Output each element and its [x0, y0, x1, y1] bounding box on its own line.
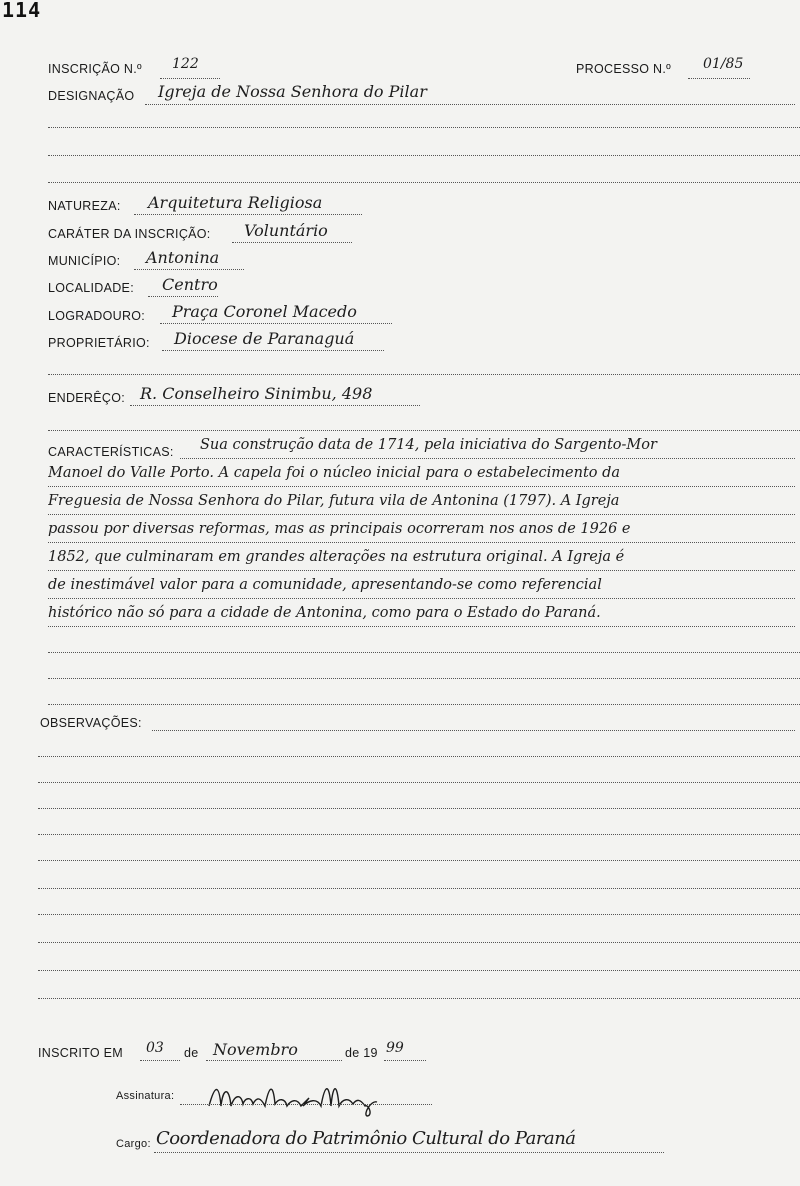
designacao-dotline	[145, 104, 795, 105]
inscrito-month: Novembro	[213, 1040, 298, 1059]
assinatura-label: Assinatura:	[116, 1090, 175, 1102]
inscrito-month-dotline	[206, 1060, 342, 1061]
inscrito-year-dotline	[384, 1060, 426, 1061]
carac-dotline-6	[48, 598, 795, 599]
carac-dotline-4	[48, 542, 795, 543]
obs-dotline-2	[38, 782, 800, 783]
obs-dotline-10	[38, 998, 800, 999]
separator-line-1	[48, 374, 800, 375]
carac-dotline-5	[48, 570, 795, 571]
logradouro-label: LOGRADOURO:	[48, 309, 146, 323]
inscricao-dotline	[160, 78, 220, 79]
inscrito-day-dotline	[140, 1060, 180, 1061]
cargo-dotline	[154, 1152, 664, 1153]
signature	[205, 1076, 435, 1125]
obs-dotline-8	[38, 942, 800, 943]
obs-dotline-1	[38, 756, 800, 757]
caracteristicas-label: CARACTERÍSTICAS:	[48, 445, 174, 459]
caracteristicas-line-5: 1852, que culminaram em grandes alterações na estrutura original. A Igreja é	[48, 549, 625, 565]
obs-dotline-5	[38, 860, 800, 861]
carac-dotline-8	[48, 652, 800, 653]
designacao-extra-line-3	[48, 182, 800, 183]
processo-label: PROCESSO N.º	[576, 62, 671, 76]
cargo-label: Cargo:	[116, 1138, 151, 1150]
natureza-label: NATUREZA:	[48, 199, 121, 213]
signature-icon	[205, 1076, 435, 1118]
inscrito-label: INSCRITO EM	[38, 1046, 124, 1060]
inscrito-year-prefix: de 19	[345, 1046, 378, 1060]
endereco-value: R. Conselheiro Sinimbu, 498	[140, 384, 373, 403]
endereco-dotline	[130, 405, 420, 406]
carac-dotline-3	[48, 514, 795, 515]
obs-dotline-4	[38, 834, 800, 835]
municipio-label: MUNICÍPIO:	[48, 254, 121, 268]
processo-value: 01/85	[703, 56, 744, 72]
obs-dotline-0	[152, 730, 795, 731]
caracteristicas-line-7: histórico não só para a cidade de Antonina, como para o Estado do Paraná.	[48, 605, 601, 621]
designacao-value: Igreja de Nossa Senhora do Pilar	[158, 82, 427, 101]
carac-dotline-9	[48, 678, 800, 679]
caracteristicas-line-1: Sua construção data de 1714, pela iniciativa do Sargento-Mor	[200, 437, 657, 453]
obs-dotline-6	[38, 888, 800, 889]
inscricao-label: INSCRIÇÃO N.º	[48, 62, 142, 76]
proprietario-value: Diocese de Paranaguá	[174, 329, 355, 348]
carac-dotline-2	[48, 486, 795, 487]
separator-line-2	[48, 430, 800, 431]
municipio-value: Antonina	[146, 248, 220, 267]
localidade-dotline	[148, 296, 218, 297]
localidade-value: Centro	[162, 275, 218, 294]
localidade-label: LOCALIDADE:	[48, 281, 134, 295]
proprietario-label: PROPRIETÁRIO:	[48, 336, 150, 350]
natureza-value: Arquitetura Religiosa	[148, 193, 323, 212]
obs-dotline-3	[38, 808, 800, 809]
logradouro-value: Praça Coronel Macedo	[172, 302, 357, 321]
carater-label: CARÁTER DA INSCRIÇÃO:	[48, 227, 211, 241]
inscricao-value: 122	[172, 56, 199, 72]
inscrito-day: 03	[146, 1040, 164, 1056]
obs-dotline-9	[38, 970, 800, 971]
inscrito-de-label: de	[184, 1046, 199, 1060]
proprietario-dotline	[162, 350, 384, 351]
carac-dotline-1	[180, 458, 795, 459]
page-number: 114	[2, 0, 42, 22]
carater-value: Voluntário	[244, 221, 328, 240]
obs-dotline-7	[38, 914, 800, 915]
carater-dotline	[232, 242, 352, 243]
cargo-value: Coordenadora do Patrimônio Cultural do Paraná	[156, 1128, 576, 1149]
inscrito-year-suffix: 99	[386, 1040, 404, 1056]
natureza-dotline	[134, 214, 362, 215]
designacao-extra-line-2	[48, 155, 800, 156]
logradouro-dotline	[160, 323, 392, 324]
processo-dotline	[688, 78, 750, 79]
carac-dotline-10	[48, 704, 800, 705]
observacoes-label: OBSERVAÇÕES:	[40, 716, 142, 730]
caracteristicas-line-6: de inestimável valor para a comunidade, apresentando-se como referencial	[48, 577, 602, 593]
carac-dotline-7	[48, 626, 795, 627]
assinatura-dotline	[180, 1104, 432, 1105]
endereco-label: ENDERÊÇO:	[48, 391, 126, 405]
caracteristicas-line-3: Freguesia de Nossa Senhora do Pilar, futura vila de Antonina (1797). A Igreja	[48, 493, 620, 509]
municipio-dotline	[134, 269, 244, 270]
designacao-extra-line-1	[48, 127, 800, 128]
designacao-label: DESIGNAÇÃO	[48, 89, 135, 103]
caracteristicas-line-4: passou por diversas reformas, mas as principais ocorreram nos anos de 1926 e	[48, 521, 631, 537]
caracteristicas-line-2: Manoel do Valle Porto. A capela foi o núcleo inicial para o estabelecimento da	[48, 465, 621, 481]
